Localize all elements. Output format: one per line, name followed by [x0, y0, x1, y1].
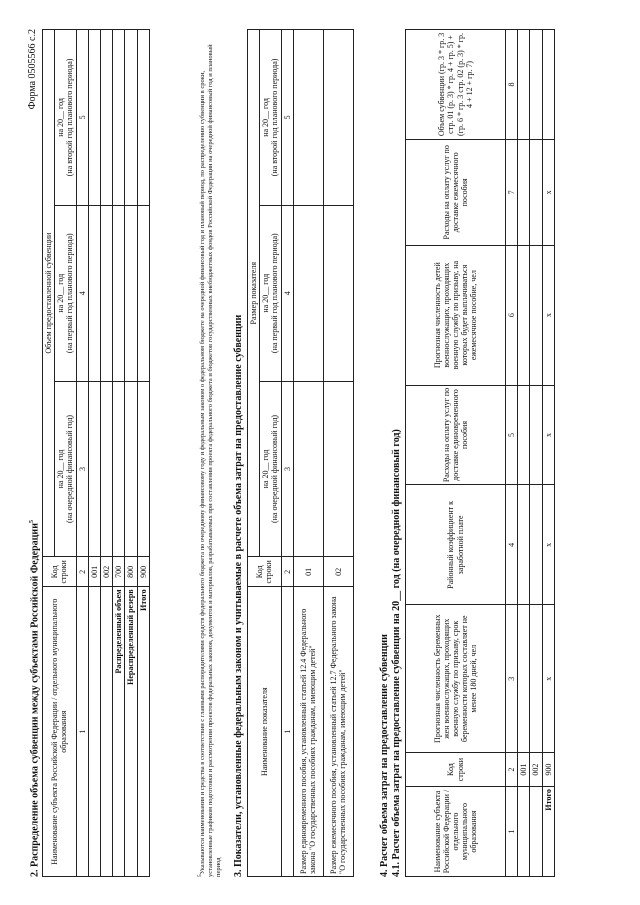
col-name-header: Наименование субъекта Российской Федерации / отдельного муниципального образования — [406, 786, 506, 876]
indicators-table — [247, 29, 354, 877]
col-code-header: Код строки — [248, 556, 282, 586]
section-2-heading — [29, 520, 40, 877]
col-year2-header: на 20__ год (на первый год планового периода) — [260, 205, 281, 381]
col-size-header: Размер показателя — [248, 29, 260, 556]
table-row: 001 — [518, 29, 530, 876]
section-4-heading: 4. Расчет объема затрат на предоставление субвенции — [379, 633, 390, 877]
rotated-form-page — [25, 23, 615, 883]
column-numbers-row: 1 2 3 4 5 — [76, 29, 88, 876]
table-row: 001 — [88, 29, 100, 876]
table-row: Размер ежемесячного пособия, установленный статьей 12.7 Федерального закона "О государственных пособиях гражданам, имеющим детей" 02 — [323, 29, 353, 876]
calculation-table — [405, 29, 555, 877]
col-delivery-monthly-header: Расходы на оплату услуг по доставке ежемесячного пособия — [406, 139, 506, 245]
column-numbers-row: 1 2 3 4 5 6 7 8 — [506, 29, 518, 876]
section-3-heading: 3. Показатели, установленные федеральным законом и учитываемые в расчете объема затрат на предоставление субвенции — [233, 314, 244, 877]
col-coefficient-header: Районный коэффициент к заработной плате — [406, 484, 506, 604]
col-children-header: Прогнозная численность детей военнослужащих, проходящих военную службу по призыву, на которых будет выплачиваться ежемесячное пособие, чел — [406, 245, 506, 385]
footnote: $^5$Указываются наименования и средства в соответствии с главными распорядителями средств федерального бюджета по очередному финансовому году и федеральным законом о федеральном бюджете на очередной финансовый год и плановый период, по распределению субвенции в сроки, установленные графиком подготовки и рассмотрения проектов федеральных законов, документов и материалов, разрабатываемых при составлении проекта федерального бюджета и бюджетов государственных внебюджетных фондов Российской Федерации на очередной финансовый год и плановый период — [197, 43, 223, 877]
col-year2-header: на 20__ год (на первый год планового периода) — [55, 205, 76, 381]
col-year3-header: на 20__ год (на второй год планового периода) — [55, 29, 76, 205]
reserve-row: Нераспределенный резерв 800 — [125, 29, 137, 876]
distribution-table — [42, 29, 150, 877]
form-code: Форма 0505566 с.2 — [27, 28, 38, 109]
col-name-header: Наименование субъекта Российской Федерации / отдельного муниципального образования — [43, 586, 77, 876]
name-cell-input[interactable] — [88, 586, 100, 876]
section-2-heading-text: 2. Распределение объема субвенции между субъектами Российской Федерации — [29, 522, 41, 877]
col-year1-header: на 20__ год (на очередной финансовый год) — [260, 381, 281, 557]
col-delivery-one-time-header: Расходы на оплату услуг по доставке единовременного пособия — [406, 385, 506, 485]
col-year3-header: на 20__ год (на второй год планового периода) — [260, 29, 281, 205]
name-cell-input[interactable] — [100, 586, 112, 876]
col-volume-header: Объем предоставленной субвенции — [43, 29, 55, 556]
column-numbers-row: 1 2 3 4 5 — [281, 29, 293, 876]
col-code-header: Код строки — [43, 556, 77, 586]
col-code-header: Код строки — [406, 752, 506, 786]
total-row: Итого 900 x x x x x — [542, 29, 554, 876]
col-indicator-header: Наименование показателя — [248, 586, 282, 876]
col-volume-header: Объем субвенции (гр. 3 * гр. 3 стр. 01 (р. 3) * гр. 4 + гр. 5) + (гр. 6 * гр. 3 стр. 02 (р. 3) * гр. 4 + 12 + гр. 7) — [406, 29, 506, 139]
distributed-row: Распределенный объем 700 — [113, 29, 125, 876]
section-4-1-heading: 4.1. Расчет объема затрат на предоставление субвенции на 20__ год (на очередной финансовый год) — [391, 428, 402, 877]
table-row: 002 — [530, 29, 542, 876]
table-row: Размер единовременного пособия, установленный статьей 12.4 Федерального закона "О государственных пособиях гражданам, имеющим детей" 01 — [293, 29, 323, 876]
col-pregnant-header: Прогнозная численность беременных жен военнослужащих, проходящих военную службу по призыву, срок беременности которых составляет не менее 180 дней, чел — [406, 604, 506, 752]
section-2-footnote-ref: 5 — [29, 519, 35, 523]
table-row: 002 — [100, 29, 112, 876]
col-year1-header: на 20__ год (на очередной финансовый год) — [55, 381, 76, 557]
total-row: Итого 900 — [137, 29, 149, 876]
